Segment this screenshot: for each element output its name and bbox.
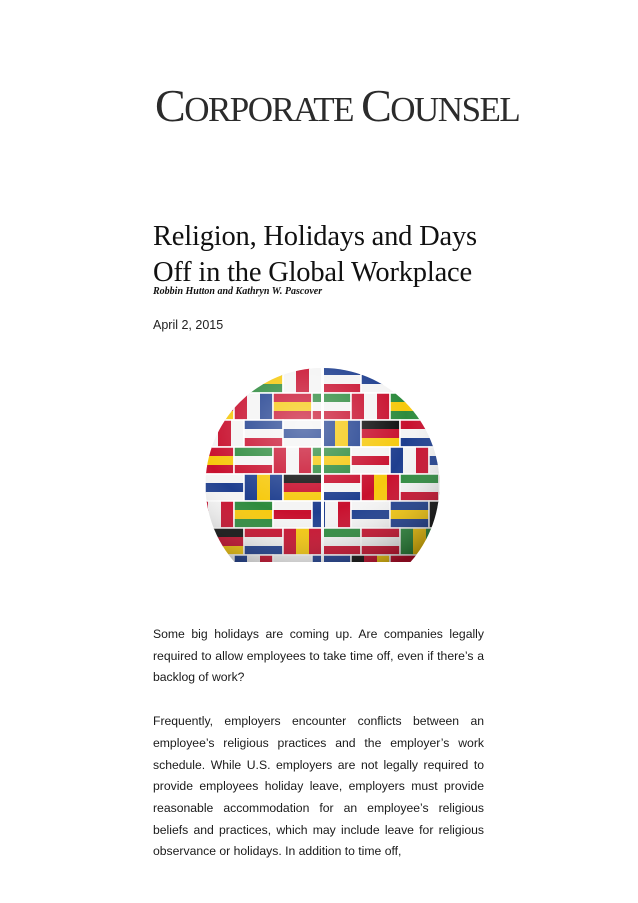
flag-globe-image bbox=[205, 368, 440, 564]
flag-globe-icon bbox=[205, 368, 440, 564]
masthead-logo bbox=[155, 80, 520, 131]
logo-initial-1: C bbox=[155, 80, 185, 131]
article-date: April 2, 2015 bbox=[153, 318, 224, 332]
article-body bbox=[153, 624, 484, 885]
logo-rest-1: ORPORATE bbox=[184, 90, 354, 129]
logo-initial-2: C bbox=[361, 80, 391, 131]
logo-rest-2: OUNSEL bbox=[390, 90, 520, 129]
article-title: Religion, Holidays and Days Off in the Global Workplace bbox=[153, 221, 477, 288]
paragraph-1: Some big holidays are coming up. Are companies legally required to allow employees to take time off, even if there’s a backlog of work? bbox=[153, 627, 484, 685]
paragraph-2: Frequently, employers encounter conflicts between an employee’s religious practices and the employer’s work schedule. While U.S. employers are not legally required to provide employees holiday leave, employers must provide reasonable accommodation for an employee’s religious beliefs and practices, which may include leave for religious observance or holidays. In addition to time off, bbox=[153, 714, 484, 859]
article-byline: Robbin Hutton and Kathryn W. Pascover bbox=[153, 286, 323, 297]
